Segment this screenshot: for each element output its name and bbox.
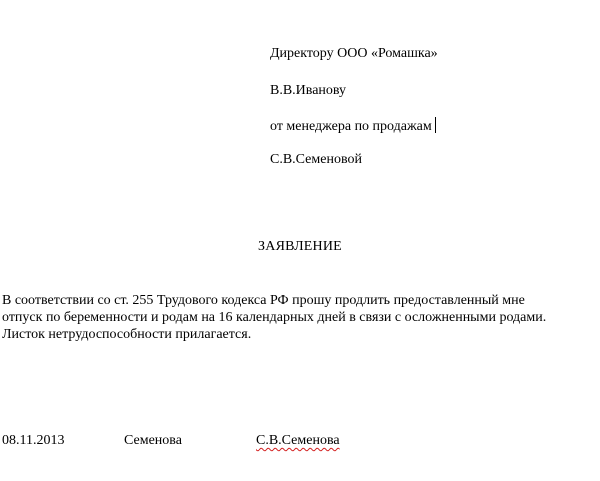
- signature-full-name: С.В.Семенова: [256, 433, 340, 448]
- sender-name: С.В.Семеновой: [270, 152, 362, 167]
- text-cursor: [435, 117, 436, 133]
- body-line-3: Листок нетрудоспособности прилагается.: [2, 327, 252, 342]
- body-line-2: отпуск по беременности и родам на 16 календарных дней в связи с осложненными родами.: [2, 310, 547, 325]
- addressee-line-2: В.В.Иванову: [270, 83, 347, 98]
- signature-date: 08.11.2013: [2, 433, 65, 448]
- addressee-line-1: Директору ООО «Ромашка»: [270, 46, 438, 61]
- from-line: [270, 117, 436, 136]
- from-line-text: от менеджера по продажам: [270, 119, 432, 134]
- signature-text: Семенова: [124, 433, 182, 448]
- document-title: ЗАЯВЛЕНИЕ: [258, 239, 342, 254]
- statement-body: [2, 292, 598, 343]
- body-line-1: В соответствии со ст. 255 Трудового кодекса РФ прошу продлить предоставленный мне: [2, 293, 525, 308]
